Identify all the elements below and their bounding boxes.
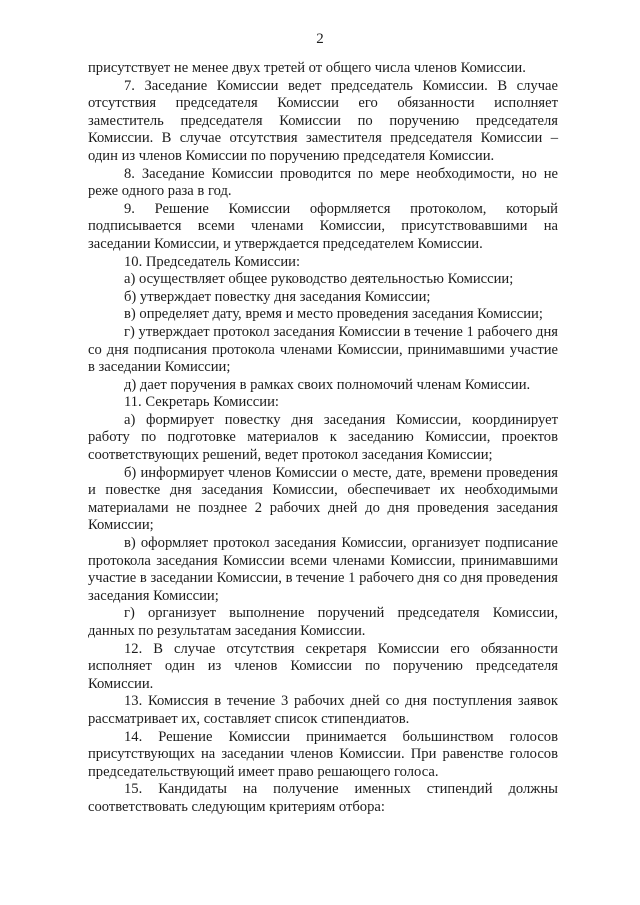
paragraph-9: 9. Решение Комиссии оформляется протоколом, который подписывается всеми членами Комиссии, присутствовавшими на заседании Комиссии, и утверждается председателем Комиссии. <box>88 200 558 252</box>
paragraph-10: 10. Председатель Комиссии: <box>124 253 301 270</box>
paragraph-15: 15. Кандидаты на получение именных стипендий должны соответствовать следующим критериям отбора: <box>88 781 558 815</box>
paragraph-11: 11. Секретарь Комиссии: <box>124 394 279 411</box>
paragraph-8: 8. Заседание Комиссии проводится по мере необходимости, но не реже одного раза в год. <box>88 165 558 200</box>
paragraph-10-d: д) дает поручения в рамках своих полномочий членам Комиссии. <box>124 376 531 393</box>
paragraph-11-v: в) оформляет протокол заседания Комиссии, организует подписание протокола заседания Комиссии всеми членами Комиссии, принимавшими участие в заседании Комиссии, в течение 1 рабочего дня со дня проведения заседания Комиссии; <box>88 535 558 604</box>
paragraph-10-a: а) осуществляет общее руководство деятельностью Комиссии; <box>124 271 514 288</box>
paragraph-13: 13. Комиссия в течение 3 рабочих дней со дня поступления заявок рассматривает их, составляет список стипендиатов. <box>88 693 558 727</box>
paragraph-12: 12. В случае отсутствия секретаря Комиссии его обязанности исполняет один из членов Комиссии по поручению председателя Комиссии. <box>88 640 558 692</box>
paragraph-14: 14. Решение Комиссии принимается большинством голосов присутствующих на заседании членов Комиссии. При равенстве голосов председательствующий имеет право решающего голоса. <box>88 728 558 780</box>
paragraph-10-g: г) утверждает протокол заседания Комиссии в течение 1 рабочего дня со дня подписания протокола членами Комиссии, принимавшими участие в заседании Комиссии; <box>88 323 558 376</box>
paragraph-11-b: б) информирует членов Комиссии о месте, дате, времени проведения и повестке дня заседания Комиссии, обеспечивает их необходимыми материалами не позднее 2 рабочих дней до дня проведения заседания Комиссии; <box>88 464 558 534</box>
page-number: 2 <box>316 31 324 47</box>
paragraph-10-b: б) утверждает повестку дня заседания Комиссии; <box>124 288 431 305</box>
paragraph-continuation: присутствует не менее двух третей от общего числа членов Комиссии. <box>88 60 526 76</box>
paragraph-11-g: г) организует выполнение поручений председателя Комиссии, данных по результатам заседания Комиссии. <box>88 605 558 639</box>
paragraph-10-v: в) определяет дату, время и место проведения заседания Комиссии; <box>124 306 543 323</box>
paragraph-11-a: а) формирует повестку дня заседания Комиссии, координирует работу по подготовке материалов к заседанию Комиссии, проектов соответствующих решений, ведет протокол заседания Комиссии; <box>88 411 558 464</box>
document-body <box>88 60 558 817</box>
paragraph-7: 7. Заседание Комиссии ведет председатель Комиссии. В случае отсутствия председателя Комиссии его обязанности исполняет заместитель председателя Комиссии по поручению председателя Комиссии. В случае отсутствия заместителя председателя Комиссии – один из членов Комиссии по поручению председателя Комиссии. <box>88 77 558 164</box>
